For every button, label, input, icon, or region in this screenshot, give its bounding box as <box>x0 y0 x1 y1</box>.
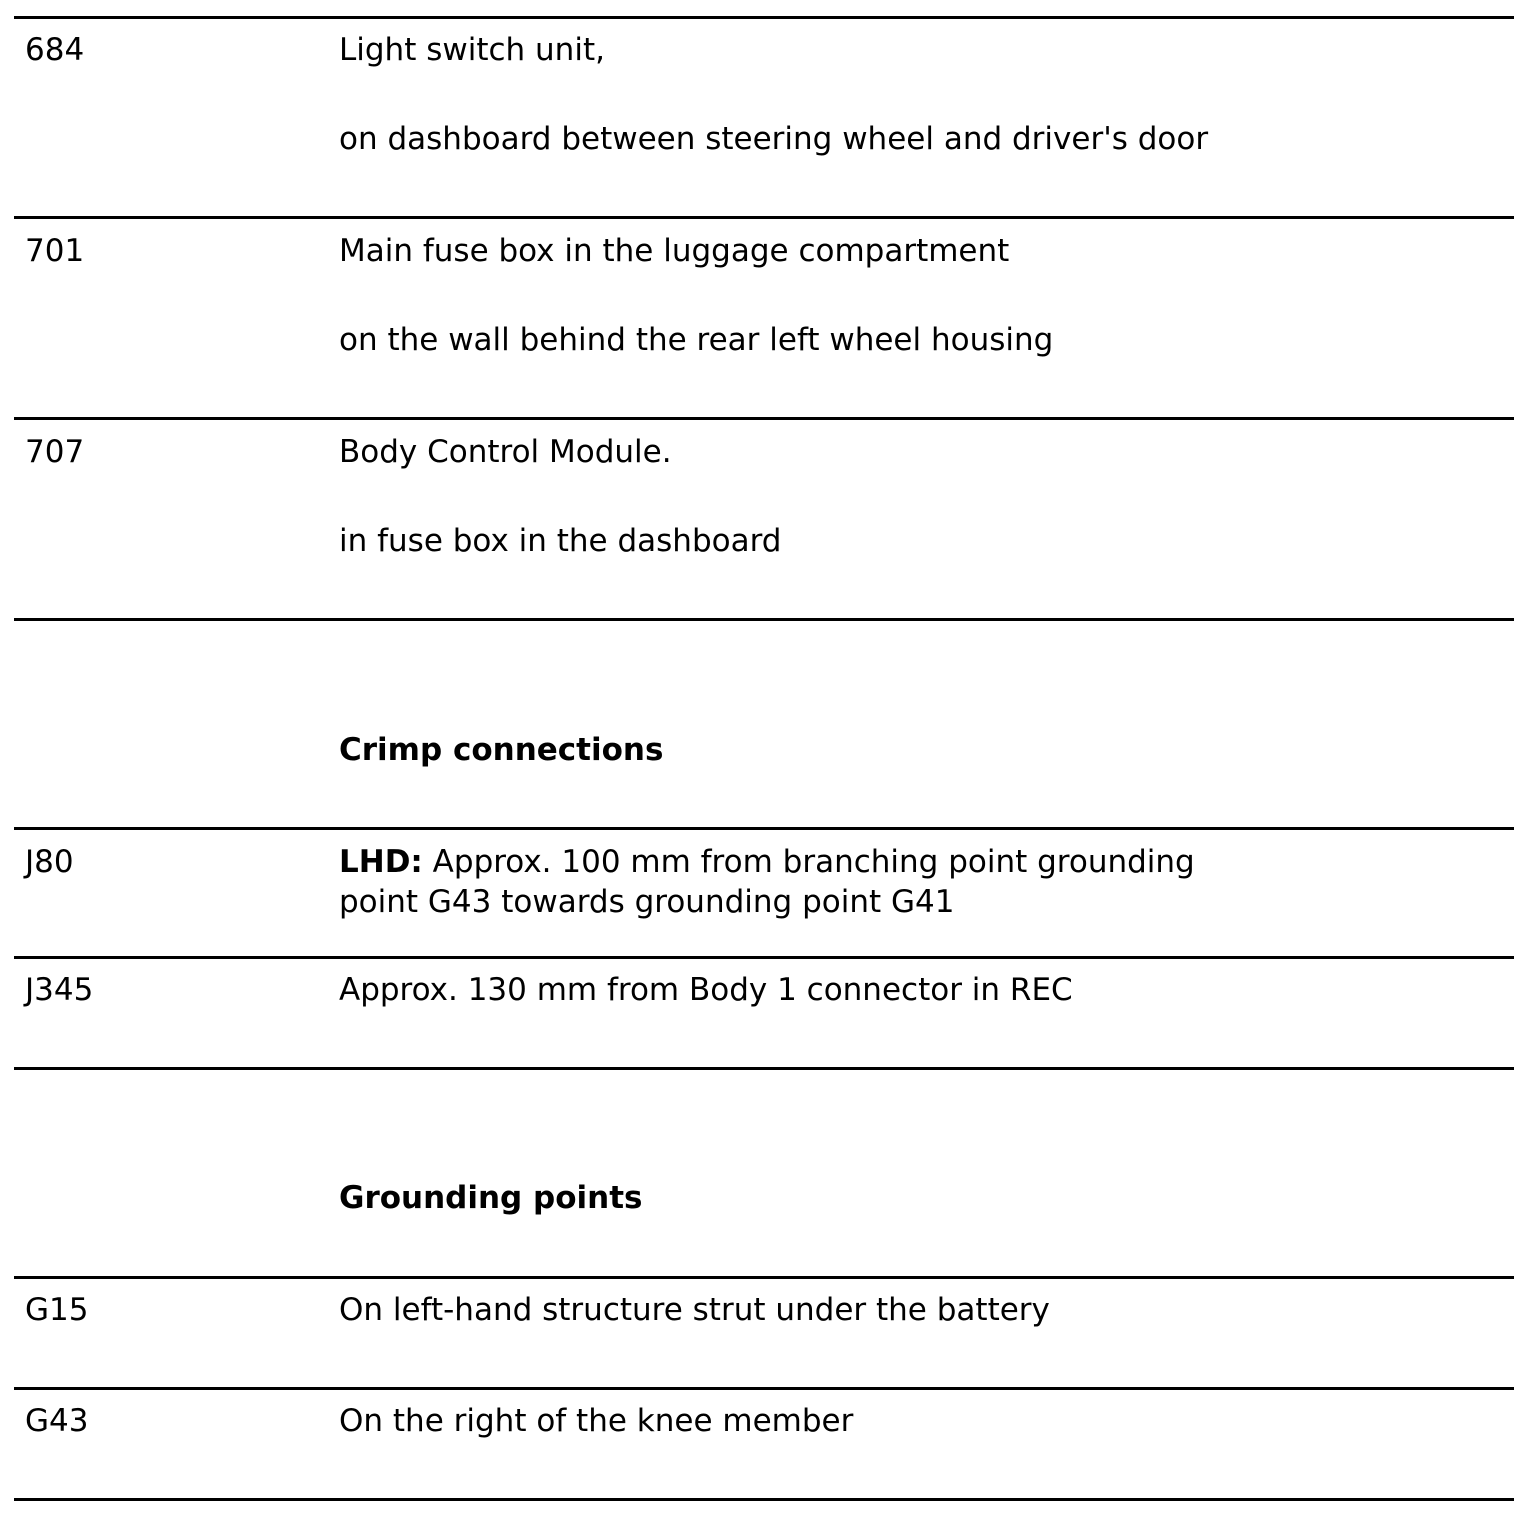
table-rule <box>14 618 1514 621</box>
table-rule <box>14 1498 1514 1501</box>
row-description-line: Light switch unit, <box>339 32 605 68</box>
table-rule <box>14 417 1514 420</box>
table-rule <box>14 827 1514 830</box>
row-description-line: On the right of the knee member <box>339 1403 854 1439</box>
table-rule <box>14 16 1514 19</box>
table-rule <box>14 1276 1514 1279</box>
row-description-text: Approx. 100 mm from branching point grounding <box>422 844 1195 880</box>
row-description-line: on the wall behind the rear left wheel housing <box>339 322 1054 358</box>
row-code: G15 <box>25 1292 89 1328</box>
table-rule <box>14 956 1514 959</box>
row-description-line: Body Control Module. <box>339 434 672 470</box>
row-code: 707 <box>25 434 85 470</box>
section-heading-grounding-points: Grounding points <box>339 1180 643 1216</box>
row-code: 684 <box>25 32 85 68</box>
row-code: J345 <box>25 972 94 1008</box>
table-rule <box>14 216 1514 219</box>
row-code: G43 <box>25 1403 89 1439</box>
row-code: 701 <box>25 233 85 269</box>
row-description-line: Main fuse box in the luggage compartment <box>339 233 1010 269</box>
row-description-line: On left-hand structure strut under the battery <box>339 1292 1050 1328</box>
row-description-line: point G43 towards grounding point G41 <box>339 884 955 920</box>
row-description-line: on dashboard between steering wheel and driver's door <box>339 121 1209 157</box>
table-rule <box>14 1387 1514 1390</box>
row-description-line: in fuse box in the dashboard <box>339 523 782 559</box>
table-rule <box>14 1067 1514 1070</box>
row-code: J80 <box>25 844 74 880</box>
row-description-line <box>339 842 1195 882</box>
row-description-line: Approx. 130 mm from Body 1 connector in REC <box>339 972 1073 1008</box>
section-heading-crimp-connections: Crimp connections <box>339 732 664 768</box>
lhd-label: LHD: <box>339 844 423 880</box>
